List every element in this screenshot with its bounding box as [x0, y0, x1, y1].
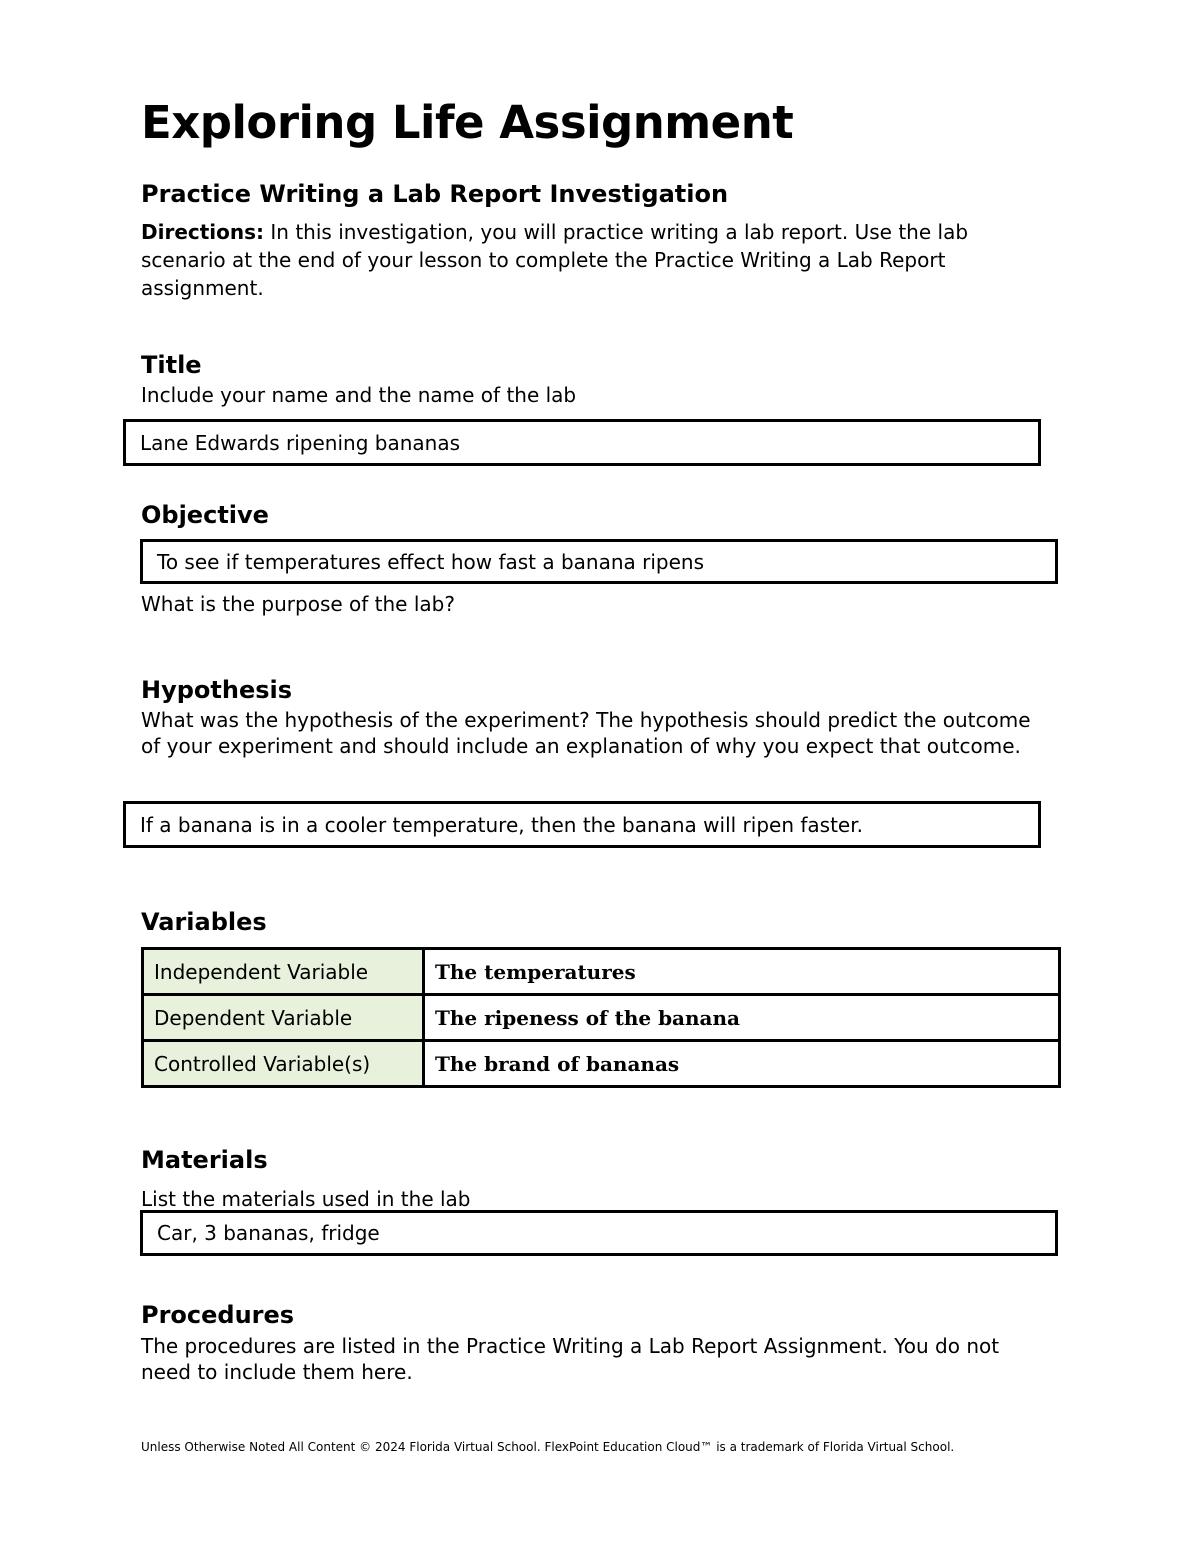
materials-answer-field[interactable]: Car, 3 bananas, fridge: [140, 1210, 1058, 1256]
title-prompt: Include your name and the name of the lab: [141, 383, 577, 407]
materials-prompt: List the materials used in the lab: [141, 1187, 471, 1211]
page-subtitle: Practice Writing a Lab Report Investigation: [141, 180, 729, 208]
variable-label: Controlled Variable(s): [143, 1041, 424, 1087]
hypothesis-heading: Hypothesis: [141, 676, 293, 704]
procedures-heading: Procedures: [141, 1301, 295, 1329]
hypothesis-prompt: What was the hypothesis of the experiment? The hypothesis should predict the outcome of your experiment and should include an explanation of why you expect that outcome.: [141, 708, 1031, 758]
variable-label: Independent Variable: [143, 949, 424, 995]
objective-answer-field[interactable]: To see if temperatures effect how fast a banana ripens: [140, 539, 1058, 584]
variable-label: Dependent Variable: [143, 995, 424, 1041]
materials-heading: Materials: [141, 1146, 268, 1174]
variables-table: [141, 947, 1061, 1088]
procedures-prompt: The procedures are listed in the Practice Writing a Lab Report Assignment. You do not need to include them here.: [141, 1334, 1000, 1384]
variable-value-field[interactable]: The brand of bananas: [424, 1041, 1060, 1087]
objective-prompt: What is the purpose of the lab?: [141, 592, 455, 616]
variable-value-field[interactable]: The temperatures: [424, 949, 1060, 995]
copyright-footer: Unless Otherwise Noted All Content © 2024 Florida Virtual School. FlexPoint Education Cloud™ is a trademark of Florida Virtual School.: [141, 1440, 955, 1454]
directions: [141, 218, 1041, 302]
title-heading: Title: [141, 351, 202, 379]
page-title: Exploring Life Assignment: [141, 96, 794, 149]
variable-value-field[interactable]: The ripeness of the banana: [424, 995, 1060, 1041]
table-row: [143, 995, 1060, 1041]
title-answer-field[interactable]: Lane Edwards ripening bananas: [123, 419, 1041, 466]
table-row: [143, 1041, 1060, 1087]
table-row: [143, 949, 1060, 995]
hypothesis-answer-field[interactable]: If a banana is in a cooler temperature, then the banana will ripen faster.: [123, 801, 1041, 848]
objective-heading: Objective: [141, 501, 269, 529]
directions-label: Directions:: [141, 220, 265, 244]
directions-text: In this investigation, you will practice writing a lab report. Use the lab scenario at the end of your lesson to complete the Practice Writing a Lab Report assignment.: [141, 220, 969, 300]
variables-heading: Variables: [141, 908, 267, 936]
